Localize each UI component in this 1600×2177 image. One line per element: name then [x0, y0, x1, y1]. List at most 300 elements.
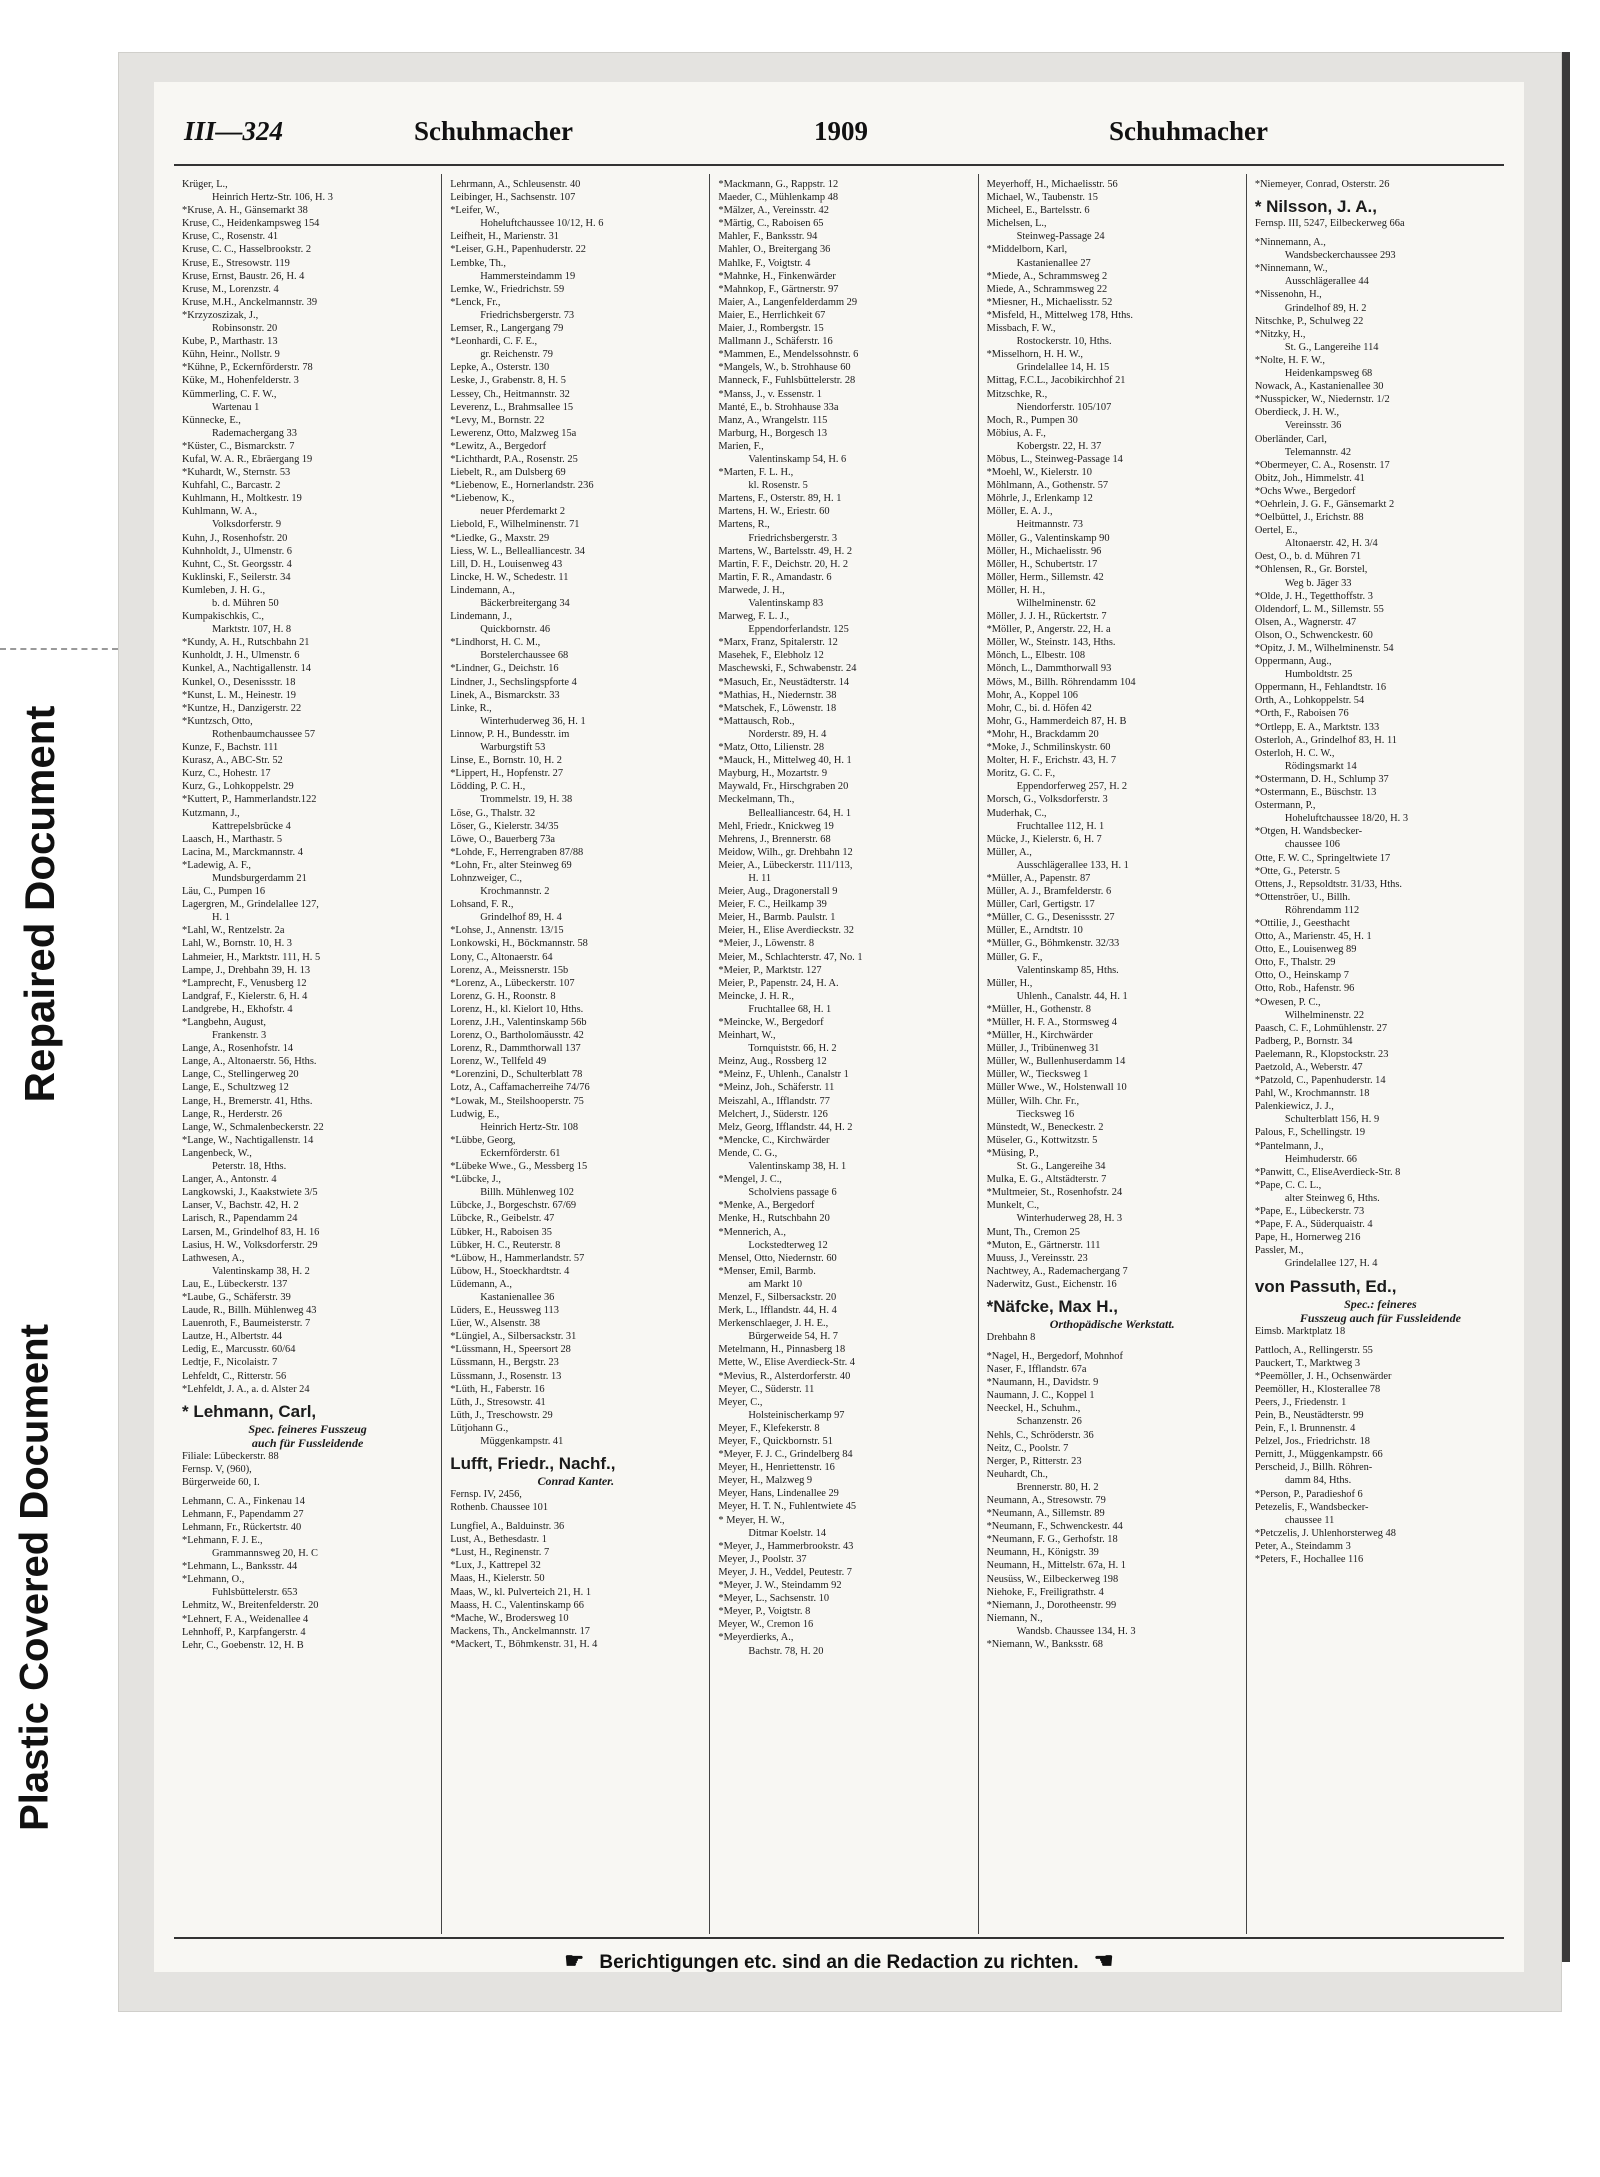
directory-entry: Neumann, A., Stresowstr. 79: [986, 1495, 1106, 1506]
directory-entry: Kunze, F., Bachstr. 111: [182, 742, 279, 754]
page-header: [164, 116, 1514, 160]
directory-entry: Lampe, J., Drehbahn 39, H. 13: [182, 964, 311, 976]
directory-entry: Otto, O., Heinskamp 7: [1254, 970, 1349, 982]
directory-entry: Münstedt, W., Beneckestr. 2: [986, 1121, 1104, 1133]
directory-entry: Neumann, H., Mittelstr. 67a, H. 1: [986, 1560, 1126, 1572]
directory-entry: Oberländer, Carl,: [1254, 433, 1327, 445]
scanned-page: [118, 52, 1562, 2012]
directory-entry: Lorenz, J.H., Valentinskamp 56b: [450, 1017, 587, 1028]
directory-entry: Lacina, M., Marckmannstr. 4: [182, 846, 303, 858]
directory-entry: Lewerenz, Otto, Malzweg 15a: [450, 427, 577, 439]
directory-entry: Möbius, A. F.,: [986, 427, 1046, 439]
directory-entry: *Obermeyer, C. A., Rosenstr. 17: [1254, 459, 1390, 471]
directory-entry: Ostermann, P.,: [1254, 800, 1316, 812]
directory-entry: *Nitzky, H.,: [1254, 328, 1306, 340]
directory-entry: Eppendorferlandstr. 125: [748, 624, 849, 636]
directory-entry: Lotz, A., Caffamacherreihe 74/76: [450, 1082, 590, 1094]
directory-entry: *Mälzer, A., Vereinsstr. 42: [718, 205, 829, 217]
directory-entry: Landgrebe, H., Ekhofstr. 4: [182, 1003, 293, 1015]
directory-entry: *Ostermann, E., Büschstr. 13: [1254, 787, 1377, 799]
directory-entry: Rademachergang 33: [212, 427, 297, 439]
directory-entry: *Lindner, G., Deichstr. 16: [450, 663, 559, 675]
directory-entry: Lorenz, G. H., Roonstr. 8: [450, 990, 556, 1002]
directory-entry: Friedrichsbergerstr. 73: [480, 309, 575, 321]
directory-entry: chaussee 106: [1284, 839, 1340, 851]
directory-entry: Passler, M.,: [1254, 1245, 1304, 1257]
directory-entry: Humboldtstr. 25: [1284, 669, 1353, 681]
directory-entry: Meincke, J. H. R.,: [718, 990, 795, 1002]
directory-entry: Möller, G., Valentinskamp 90: [986, 532, 1110, 544]
directory-entry: Möller, E. A. J.,: [986, 506, 1053, 518]
directory-entry: Maas, H., Kielerstr. 50: [450, 1573, 545, 1585]
directory-entry: Müller, A.,: [986, 846, 1032, 858]
directory-entry: Lohsand, F. R.,: [450, 899, 514, 911]
directory-entry: Micheel, E., Bartelsstr. 6: [986, 205, 1090, 217]
advertisement-entry: [1255, 1277, 1506, 1338]
directory-entry: Mahler, O., Breitergang 36: [718, 244, 831, 256]
directory-entry: Kutzmann, J.,: [182, 807, 240, 819]
directory-entry: Müggenkampstr. 41: [480, 1436, 564, 1447]
advertiser-specialty: Conrad Kanter.: [537, 1474, 615, 1489]
directory-entry: *Lohde, F., Herrengraben 87/88: [450, 846, 584, 858]
directory-entry: Munt, Th., Cremon 25: [986, 1226, 1080, 1238]
directory-entry: Grindelallee 127, H. 4: [1284, 1258, 1378, 1270]
directory-entry: *Ohlensen, R., Gr. Borstel,: [1254, 564, 1368, 576]
directory-entry: *Mevius, R., Alsterdorferstr. 40: [718, 1370, 851, 1382]
directory-entry: *Lindhorst, H. C. M.,: [450, 637, 541, 649]
directory-entry: *Nagel, H., Bergedorf, Mohnhof: [986, 1350, 1123, 1362]
directory-entry: Lauenroth, F., Baumeisterstr. 7: [182, 1318, 311, 1330]
directory-entry: *Peters, F., Hochallee 116: [1254, 1554, 1364, 1565]
directory-entry: Mönch, L., Dammthorwall 93: [986, 663, 1112, 675]
directory-entry: Frankenstr. 3: [212, 1030, 267, 1042]
directory-entry: Kufal, W. A. R., Ebräergang 19: [182, 453, 313, 465]
directory-entry: Lindemann, A.,: [450, 584, 515, 596]
directory-entry: Neusüss, W., Eilbeckerweg 198: [986, 1573, 1119, 1585]
directory-entry: Kobergstr. 22, H. 37: [1016, 440, 1102, 452]
directory-entry: Löwe, O., Bauerberg 73a: [450, 833, 556, 845]
directory-entry: Liebold, F., Wilhelminenstr. 71: [450, 519, 580, 531]
directory-entry: Rothenbaumchaussee 57: [212, 728, 316, 740]
column-5: [1247, 174, 1514, 1934]
directory-entry: *Lohse, J., Annenstr. 13/15: [450, 925, 564, 937]
directory-entry: Valentinskamp 38, H. 2: [212, 1265, 310, 1277]
directory-entry: Krüger, L.,: [182, 179, 228, 190]
directory-entry: Meier, H., Elise Averdieckstr. 32: [718, 925, 854, 937]
directory-entry: *Lahl, W., Rentzelstr. 2a: [182, 925, 285, 937]
directory-entry: *Levy, M., Bornstr. 22: [450, 414, 545, 426]
directory-entry: *Lamprecht, F., Venusberg 12: [182, 977, 307, 989]
directory-entry: Obitz, Joh., Himmelstr. 41: [1254, 472, 1365, 484]
directory-entry: Rödingsmarkt 14: [1284, 760, 1357, 772]
directory-entry: Liess, W. L., Bellealliancestr. 34: [450, 545, 585, 557]
header-left-title: Schuhmacher: [414, 116, 574, 146]
directory-entry: Merk, L., Ifflandstr. 44, H. 4: [718, 1305, 837, 1317]
directory-entry: *Lehnert, F. A., Weidenallee 4: [182, 1613, 309, 1625]
directory-entry: *Menke, A., Bergedorf: [718, 1200, 815, 1212]
directory-entry: Lessey, Ch., Heitmannstr. 32: [450, 388, 570, 400]
directory-entry: Lübcke, R., Geibelstr. 47: [450, 1213, 555, 1225]
directory-entry: *Müller, C. G., Desenissstr. 27: [986, 912, 1115, 924]
directory-entry: Bachstr. 78, H. 20: [748, 1645, 824, 1657]
directory-entry: Lorenz, H., kl. Kielort 10, Hths.: [450, 1003, 584, 1015]
directory-entry: Linke, R.,: [450, 702, 492, 714]
directory-entry: Lockstedterweg 12: [748, 1239, 828, 1251]
directory-entry: *Neumann, F. G., Gerhofstr. 18: [986, 1534, 1118, 1546]
directory-entry: *Nissenohn, H.,: [1254, 289, 1322, 301]
directory-entry: Robinsonstr. 20: [212, 323, 278, 335]
directory-entry: *Otte, G., Peterstr. 5: [1254, 865, 1340, 877]
directory-entry: *Multmeier, St., Rosenhofstr. 24: [986, 1187, 1123, 1199]
directory-entry: *Meyer, L., Sachsenstr. 10: [718, 1593, 830, 1605]
directory-entry: Steinweg-Passage 24: [1016, 231, 1105, 243]
directory-entry: Metelmann, H., Pinnasberg 18: [718, 1344, 846, 1356]
directory-entry: Palenkiewicz, J. J.,: [1254, 1101, 1334, 1113]
directory-entry: Mallmann J., Schäferstr. 16: [718, 336, 833, 348]
directory-entry: Möws, M., Billh. Röhrendamm 104: [986, 676, 1136, 688]
directory-entry: Maier, A., Langenfelderdamm 29: [718, 296, 858, 308]
directory-entry: *Opitz, J. M., Wilhelminenstr. 54: [1254, 643, 1394, 654]
directory-entry: Billh. Mühlenweg 102: [480, 1187, 575, 1199]
directory-entry: Lüders, E., Heussweg 113: [450, 1305, 559, 1317]
directory-entry: Muuss, J., Vereinsstr. 23: [986, 1252, 1088, 1264]
directory-entry: Marktstr. 107, H. 8: [212, 624, 292, 636]
directory-entry: Wandsbeckerchaussee 293: [1284, 250, 1396, 262]
directory-entry: Wilhelminenstr. 62: [1016, 598, 1096, 609]
directory-entry: Pahl, W., Krochmannstr. 18: [1254, 1088, 1370, 1100]
directory-entry: Lincke, H. W., Schedestr. 11: [450, 571, 569, 583]
directory-entry: Leverenz, L., Brahmsallee 15: [450, 401, 574, 413]
directory-entry: *Niemeyer, Conrad, Osterstr. 26: [1254, 179, 1390, 190]
directory-entry: Mensel, Otto, Niedernstr. 60: [718, 1252, 837, 1264]
directory-entry: *Nolte, H. F. W.,: [1254, 354, 1325, 366]
directory-entry: *Mammen, E., Mendelssohnstr. 6: [718, 349, 859, 361]
directory-entry: Langkowski, J., Kaakstwiete 3/5: [182, 1187, 318, 1199]
directory-entry: Lübker, H., Raboisen 35: [450, 1226, 552, 1238]
directory-entry: *Mackmann, G., Rappstr. 12: [718, 179, 839, 190]
directory-entry: *Lüssmann, H., Speersort 28: [450, 1344, 571, 1356]
directory-entry: *Otgen, H. Wandsbecker-: [1254, 826, 1363, 838]
directory-entry: Paelemann, R., Klopstockstr. 23: [1254, 1048, 1389, 1060]
directory-entry: Heidenkampsweg 68: [1284, 368, 1373, 380]
directory-entry: Neitz, C., Poolstr. 7: [986, 1442, 1069, 1454]
directory-entry: Moch, R., Pumpen 30: [986, 414, 1078, 426]
directory-entry: Telemannstr. 42: [1284, 446, 1352, 458]
directory-entry: Mette, W., Elise Averdieck-Str. 4: [718, 1357, 855, 1369]
directory-entry: *Pape, E., Lübeckerstr. 73: [1254, 1206, 1365, 1218]
directory-entry: Valentinskamp 38, H. 1: [748, 1161, 847, 1173]
directory-entry: *Neumann, F., Schwenckestr. 44: [986, 1521, 1123, 1533]
directory-entry: Oertel, E.,: [1254, 525, 1298, 537]
directory-entry: *Meier, P., Marktstr. 127: [718, 964, 822, 976]
directory-entry: Padberg, P., Bornstr. 34: [1254, 1035, 1353, 1047]
directory-entry: Schanzenstr. 26: [1016, 1416, 1082, 1428]
directory-entry: * Meyer, H. W.,: [718, 1514, 785, 1526]
directory-entry: Lony, C., Altonaerstr. 64: [450, 951, 553, 963]
directory-entry: Mönch, L., Elbestr. 108: [986, 650, 1086, 662]
directory-entry: Meyer, C., Süderstr. 11: [718, 1383, 815, 1395]
directory-entry: *Ostermann, D. H., Schlump 37: [1254, 773, 1389, 785]
advertiser-name: *Näfcke, Max H.,: [986, 1296, 1118, 1316]
directory-entry: *Petczelis, J. Uhlenhorsterweg 48: [1254, 1527, 1396, 1539]
advertiser-address: Eimsb. Marktplatz 18: [1254, 1325, 1346, 1337]
directory-entry: alter Steinweg 6, Hths.: [1284, 1192, 1380, 1204]
directory-entry: Lagergren, M., Grindelallee 127,: [182, 899, 319, 911]
directory-entry: Möhlmann, A., Gothenstr. 57: [986, 480, 1109, 492]
directory-entry: Kunholdt, J. H., Ulmenstr. 6: [182, 650, 300, 662]
directory-entry: Mohr, G., Hammerdeich 87, H. B: [986, 715, 1127, 727]
directory-entry: Müller, J., Tribünenweg 31: [986, 1043, 1100, 1055]
directory-entry: *Kuntzsch, Otto,: [182, 715, 253, 727]
directory-entry: Wartenau 1: [212, 401, 260, 413]
directory-entry: *Mangels, W., b. Strohhause 60: [718, 362, 851, 374]
directory-entry: Neeckel, H., Schuhm.,: [986, 1403, 1081, 1415]
directory-entry: Meckelmann, Th.,: [718, 794, 795, 806]
directory-entry: Lange, W., Schmalenbeckerstr. 22: [182, 1121, 324, 1133]
repaired-document-label: Repaired Document: [16, 705, 63, 1103]
directory-entry: damm 84, Hths.: [1284, 1475, 1352, 1487]
directory-entry: Michael, W., Taubenstr. 15: [986, 192, 1098, 204]
directory-entry: Kühn, Heinr., Nollstr. 9: [182, 349, 280, 361]
directory-entry: Pein, F., l. Brunnenstr. 4: [1254, 1423, 1356, 1435]
directory-entry: Lust, A., Bethesdastr. 1: [450, 1534, 547, 1546]
directory-entry: *Marten, F. L. H.,: [718, 467, 794, 479]
directory-entry: *Pape, F. A., Süderquaistr. 4: [1254, 1219, 1373, 1231]
directory-entry: *Kuhardt, W., Sternstr. 53: [182, 467, 291, 479]
directory-entry: am Markt 10: [748, 1278, 803, 1290]
directory-entry: Grindelhof 89, H. 4: [480, 912, 562, 924]
directory-entry: Lehmann, Fr., Rückertstr. 40: [182, 1521, 302, 1533]
directory-entry: Meiszahl, A., Ifflandstr. 77: [718, 1095, 830, 1107]
directory-entry: Kuhn, J., Rosenhofstr. 20: [182, 532, 288, 544]
directory-entry: *Mennerich, A.,: [718, 1226, 786, 1238]
directory-entry: Lehnhoff, P., Karpfangerstr. 4: [182, 1626, 306, 1638]
directory-entry: Löser, G., Kielerstr. 34/35: [450, 820, 559, 832]
plastic-covered-document-label: Plastic Covered Document: [12, 1324, 57, 1831]
directory-entry: *Meinz, F., Uhlenh., Canalstr 1: [718, 1069, 849, 1081]
directory-entry: *Liebenow, K.,: [450, 493, 515, 505]
volume-number: III—324: [184, 116, 284, 146]
directory-entry: Winterhuderweg 36, H. 1: [480, 715, 586, 727]
advertiser-specialty: Orthopädische Werkstatt.: [1049, 1316, 1175, 1331]
directory-entry: Nehls, C., Schröderstr. 36: [986, 1429, 1094, 1441]
directory-entry: Borstelerchaussee 68: [480, 650, 569, 662]
pointing-hand-left-icon: ☚: [1093, 1948, 1114, 1973]
directory-entry: Langenbeck, W.,: [182, 1147, 252, 1159]
directory-entry: Volksdorferstr. 9: [212, 519, 282, 531]
directory-entry: *Kuntze, H., Danzigerstr. 22: [182, 702, 302, 714]
header-rule: [174, 164, 1504, 166]
directory-entry: Kruse, C., Heidenkampsweg 154: [182, 218, 320, 230]
directory-entry: *Lehmann, L., Banksstr. 44: [182, 1561, 298, 1573]
directory-entry: Kastanienallee 27: [1016, 257, 1091, 269]
directory-entry: *Ninnemann, A.,: [1254, 237, 1326, 249]
directory-entry: Lautze, H., Albertstr. 44: [182, 1331, 283, 1343]
directory-entry: *Meier, J., Löwenstr. 8: [718, 938, 815, 950]
directory-entry: Laude, R., Billh. Mühlenweg 43: [182, 1305, 317, 1317]
directory-entry: Masehek, F., Elebholz 12: [718, 650, 824, 662]
directory-entry: *Mencke, C., Kirchwärder: [718, 1134, 830, 1146]
directory-entry: Pernitt, J., Müggenkampstr. 66: [1254, 1449, 1383, 1461]
directory-entry: Manneck, F., Fuhlsbüttelerstr. 28: [718, 375, 856, 387]
directory-entry: Kruse, M., Lorenzstr. 4: [182, 283, 279, 295]
directory-entry: Oldendorf, L. M., Sillemstr. 55: [1254, 603, 1384, 615]
directory-entry: Möller, H. H.,: [986, 584, 1046, 596]
directory-entry: kl. Rosenstr. 5: [748, 480, 808, 492]
directory-entry: Kumleben, J. H. G.,: [182, 584, 266, 596]
directory-entry: *Kuttert, P., Hammerlandstr.122: [182, 794, 317, 806]
directory-entry: *Märtig, C., Raboisen 65: [718, 218, 824, 230]
directory-entry: *Middelborn, Karl,: [986, 244, 1068, 256]
directory-entry: Marwede, J. H.,: [718, 584, 785, 596]
directory-entry: Heimhuderstr. 66: [1284, 1153, 1357, 1165]
header-right-title: Schuhmacher: [1109, 116, 1269, 146]
directory-entry: *Meyerdierks, A.,: [718, 1632, 794, 1644]
directory-entry: Meyer, Hans, Lindenallee 29: [718, 1488, 839, 1500]
directory-entry: Manté, E., b. Strohhause 33a: [718, 401, 839, 413]
directory-entry: Kumpakischkis, C.,: [182, 611, 264, 623]
directory-entry: *Müller, H., Kirchwärder: [986, 1030, 1093, 1042]
directory-entry: *Lüngiel, A., Silbersackstr. 31: [450, 1331, 577, 1343]
directory-entry: *Meyer, F. J. C., Grindelberg 84: [718, 1449, 853, 1461]
directory-entry: Mittag, F.C.L., Jacobikirchhof 21: [986, 375, 1126, 387]
directory-entry: *Nusspicker, W., Niedernstr. 1/2: [1254, 394, 1390, 406]
directory-entry: Kurasz, A., ABC-Str. 52: [182, 755, 283, 767]
directory-entry: Kuhlmann, H., Moltkestr. 19: [182, 493, 302, 505]
directory-entry: *Misfeld, H., Mittelweg 178, Hths.: [986, 309, 1133, 321]
directory-entry: *Lux, J., Kattrepel 32: [450, 1560, 541, 1572]
directory-entry: Lehr, C., Goebenstr. 12, H. B: [182, 1639, 304, 1651]
directory-entry: *Lippert, H., Hopfenstr. 27: [450, 768, 564, 780]
directory-entry: Bürgerweide 54, H. 7: [748, 1331, 838, 1343]
directory-entry: *Laube, G., Schäferstr. 39: [182, 1291, 291, 1303]
directory-entry: *Lübow, H., Hammerlandstr. 57: [450, 1252, 585, 1264]
directory-entry: Martin, F. F., Deichstr. 20, H. 2: [718, 558, 849, 570]
directory-entry: *Müller, G., Böhmkenstr. 32/33: [986, 938, 1120, 950]
directory-entry: Fruchtallee 68, H. 1: [748, 1003, 832, 1015]
directory-entry: Kurz, C., Hohestr. 17: [182, 768, 271, 780]
directory-entry: Lehrmann, A., Schleusenstr. 40: [450, 179, 581, 190]
directory-entry: *Kundy, A. H., Rutschbahn 21: [182, 637, 310, 649]
directory-entry: Rostockerstr. 10, Hths.: [1016, 336, 1112, 348]
directory-entry: Müller, A. J., Bramfelderstr. 6: [986, 886, 1112, 898]
directory-entry: Grindelallee 14, H. 15: [1016, 362, 1110, 374]
directory-entry: *Mache, W., Brodersweg 10: [450, 1612, 569, 1624]
column-1: [174, 174, 442, 1934]
directory-entry: Perscheid, J., Billh. Röhren-: [1254, 1462, 1373, 1474]
directory-entry: Meyer, J., Poolstr. 37: [718, 1553, 807, 1565]
directory-entry: *Mengel, J. C.,: [718, 1174, 782, 1186]
directory-entry: Möller, J. J. H., Rückertstr. 7: [986, 611, 1107, 623]
directory-entry: Oppermann, H., Fehlandtstr. 16: [1254, 682, 1387, 694]
directory-entry: *Lorenzini, D., Schulterblatt 78: [450, 1069, 583, 1081]
directory-entry: Möller, H., Schubertstr. 17: [986, 558, 1098, 570]
directory-entry: Oest, O., b. d. Mühren 71: [1254, 551, 1362, 563]
directory-entry: Valentinskamp 54, H. 6: [748, 453, 847, 465]
directory-entry: Hoheluftchaussee 18/20, H. 3: [1284, 813, 1409, 825]
directory-entry: *Pantelmann, J.,: [1254, 1140, 1324, 1152]
directory-entry: Künnecke, E.,: [182, 414, 241, 426]
directory-entry: Osterloh, H. C. W.,: [1254, 747, 1335, 759]
advertisement-entry: [450, 1454, 701, 1514]
directory-entry: *Mahnke, H., Finkenwärder: [718, 270, 836, 282]
directory-entry: Naser, F., Ifflandstr. 67a: [986, 1364, 1087, 1376]
directory-entry: gr. Reichenstr. 79: [480, 349, 553, 361]
directory-entry: Lübcke, J., Borgeschstr. 67/69: [450, 1200, 577, 1212]
directory-entry: *Patzold, C., Papenhuderstr. 14: [1254, 1075, 1386, 1087]
directory-entry: Neumann, H., Königstr. 39: [986, 1547, 1099, 1559]
directory-entry: Lungfiel, A., Balduinstr. 36: [450, 1521, 565, 1533]
directory-entry: *Meinz, Joh., Schäferstr. 11: [718, 1082, 835, 1094]
directory-entry: Kruse, C., Rosenstr. 41: [182, 231, 279, 243]
directory-entry: Lembke, Th.,: [450, 257, 506, 269]
directory-entry: Ditmar Koelstr. 14: [748, 1527, 827, 1539]
directory-entry: *Möller, P., Angerstr. 22, H. a: [986, 624, 1111, 636]
directory-entry: Lorenz, R., Dammthorwall 137: [450, 1043, 581, 1055]
advertiser-specialty: Spec.: feineres: [1344, 1296, 1417, 1311]
directory-entry: Larisch, R., Papendamm 24: [182, 1213, 298, 1225]
directory-entry: Mahler, F., Banksstr. 94: [718, 231, 818, 243]
directory-entry: *Moke, J., Schmilinskystr. 60: [986, 742, 1111, 754]
listing-columns: [174, 174, 1514, 1934]
advertiser-name: von Passuth, Ed.,: [1254, 1276, 1397, 1296]
directory-entry: *Ladewig, A. F.,: [182, 859, 252, 871]
directory-entry: *Peemöller, J. H., Ochsenwärder: [1254, 1370, 1392, 1382]
directory-entry: Meier, H., Barmb. Paulstr. 1: [718, 912, 836, 924]
directory-entry: Kube, P., Marthastr. 13: [182, 336, 278, 348]
directory-entry: *Lehfeldt, J. A., a. d. Alster 24: [182, 1383, 310, 1395]
directory-entry: *Muton, E., Gärtnerstr. 111: [986, 1239, 1101, 1251]
directory-entry: *Meincke, W., Bergedorf: [718, 1017, 824, 1028]
directory-entry: *Lohn, Fr., alter Steinweg 69: [450, 859, 572, 871]
directory-page: [154, 82, 1524, 1972]
advertiser-address: Fernsp. IV, 2456,: [450, 1489, 522, 1501]
directory-entry: Grammannsweg 20, H. C: [212, 1548, 318, 1560]
directory-entry: Meyer, H. T. N., Fuhlentwiete 45: [718, 1501, 857, 1513]
directory-entry: Paetzold, A., Weberstr. 47: [1254, 1062, 1363, 1073]
directory-entry: Marweg, F. L. J.,: [718, 611, 790, 623]
directory-entry: Martens, R.,: [718, 519, 770, 531]
directory-entry: *Lewitz, A., Bergedorf: [450, 440, 547, 452]
directory-entry: Lemser, R., Langergang 79: [450, 323, 564, 335]
directory-entry: chaussee 11: [1284, 1514, 1335, 1526]
directory-entry: Lohnzweiger, C.,: [450, 872, 522, 884]
advertiser-name: * Lehmann, Carl,: [182, 1401, 317, 1421]
directory-entry: Kattrepelsbrücke 4: [212, 820, 291, 832]
directory-entry: *Misselhorn, H. H. W.,: [986, 349, 1084, 361]
directory-entry: Niendorferstr. 105/107: [1016, 401, 1112, 413]
directory-entry: Tiecksweg 16: [1016, 1108, 1075, 1120]
directory-entry: *Ochs Wwe., Bergedorf: [1254, 485, 1356, 497]
directory-entry: Olsen, A., Wagnerstr. 47: [1254, 616, 1357, 628]
directory-entry: Lüth, J., Treschowstr. 29: [450, 1409, 553, 1421]
directory-entry: Lill, D. H., Louisenweg 43: [450, 558, 563, 570]
directory-entry: Otto, E., Louisenweg 89: [1254, 944, 1357, 956]
directory-entry: Ludwig, E.,: [450, 1108, 500, 1120]
advertiser-address: Drehbahn 8: [986, 1331, 1036, 1343]
directory-entry: Uhlenh., Canalstr. 44, H. 1: [1016, 990, 1128, 1002]
advertiser-name: Lufft, Friedr., Nachf.,: [450, 1454, 616, 1474]
directory-entry: Maeder, C., Mühlenkamp 48: [718, 192, 839, 204]
directory-entry: Müseler, G., Kottwitzstr. 5: [986, 1134, 1098, 1146]
scan-edge: [1562, 52, 1570, 1962]
directory-entry: *Langbehn, August,: [182, 1017, 266, 1028]
directory-entry: Morsch, G., Volksdorferstr. 3: [986, 794, 1108, 806]
directory-entry: Lehmann, F., Papendamm 27: [182, 1508, 304, 1520]
directory-entry: Michelsen, L.,: [986, 218, 1047, 230]
directory-entry: Pattloch, A., Rellingerstr. 55: [1254, 1344, 1373, 1356]
directory-entry: *Müsing, P.,: [986, 1147, 1039, 1159]
